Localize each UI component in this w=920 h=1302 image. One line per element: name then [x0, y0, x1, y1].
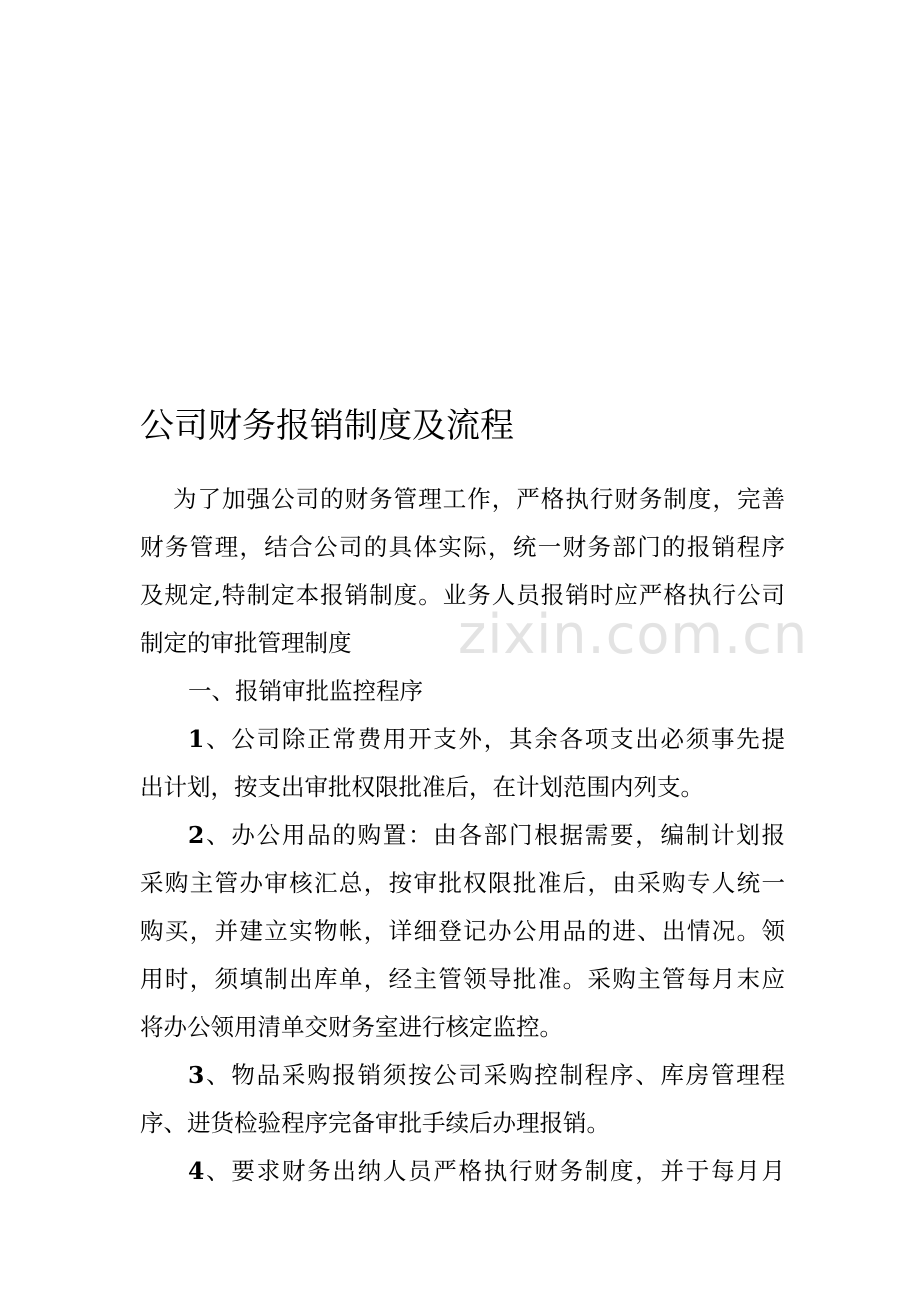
item-1-text: 、公司除正常费用开支外，其余各项支出必须事先提 — [204, 725, 785, 753]
intro-line-4: 制定的审批管理制度 — [140, 629, 352, 657]
item-3-number: 3 — [188, 1061, 205, 1089]
item-2-number: 2 — [188, 821, 205, 849]
item-4-line-1 — [188, 1147, 785, 1195]
item-2-line-5: 将办公领用清单交财务室进行核定监控。 — [140, 1013, 563, 1041]
intro-line-1: 为了加强公司的财务管理工作，严格执行财务制度，完善 — [173, 485, 785, 513]
item-2-line-1 — [188, 811, 785, 859]
item-4-text: 、要求财务出纳人员严格执行财务制度，并于每月月 — [204, 1157, 785, 1185]
item-3-line-1 — [188, 1051, 785, 1099]
item-4-number: 4 — [188, 1157, 205, 1185]
item-1-line-1 — [188, 715, 785, 763]
intro-line-3: 及规定,特制定本报销制度。业务人员报销时应严格执行公司 — [140, 581, 785, 609]
item-3-text: 、物品采购报销须按公司采购控制程序、库房管理程 — [204, 1061, 785, 1089]
item-2-text: 、办公用品的购置：由各部门根据需要，编制计划报 — [204, 821, 785, 849]
section-heading: 一、报销审批监控程序 — [188, 677, 423, 705]
watermark: zixin.com.cn — [458, 603, 809, 666]
item-2-line-2: 采购主管办审核汇总，按审批权限批准后，由采购专人统一 — [140, 869, 785, 897]
item-3-line-2: 序、进货检验程序完备审批手续后办理报销。 — [140, 1109, 610, 1137]
document-title: 公司财务报销制度及流程 — [140, 406, 514, 446]
item-2-line-3: 购买，并建立实物帐，详细登记办公用品的进、出情况。领 — [140, 917, 785, 945]
intro-line-2: 财务管理，结合公司的具体实际，统一财务部门的报销程序 — [140, 533, 785, 561]
item-1-line-2: 出计划，按支出审批权限批准后，在计划范围内列支。 — [140, 773, 704, 801]
item-2-line-4: 用时，须填制出库单，经主管领导批准。采购主管每月末应 — [140, 965, 785, 993]
item-1-number: 1 — [188, 725, 205, 753]
